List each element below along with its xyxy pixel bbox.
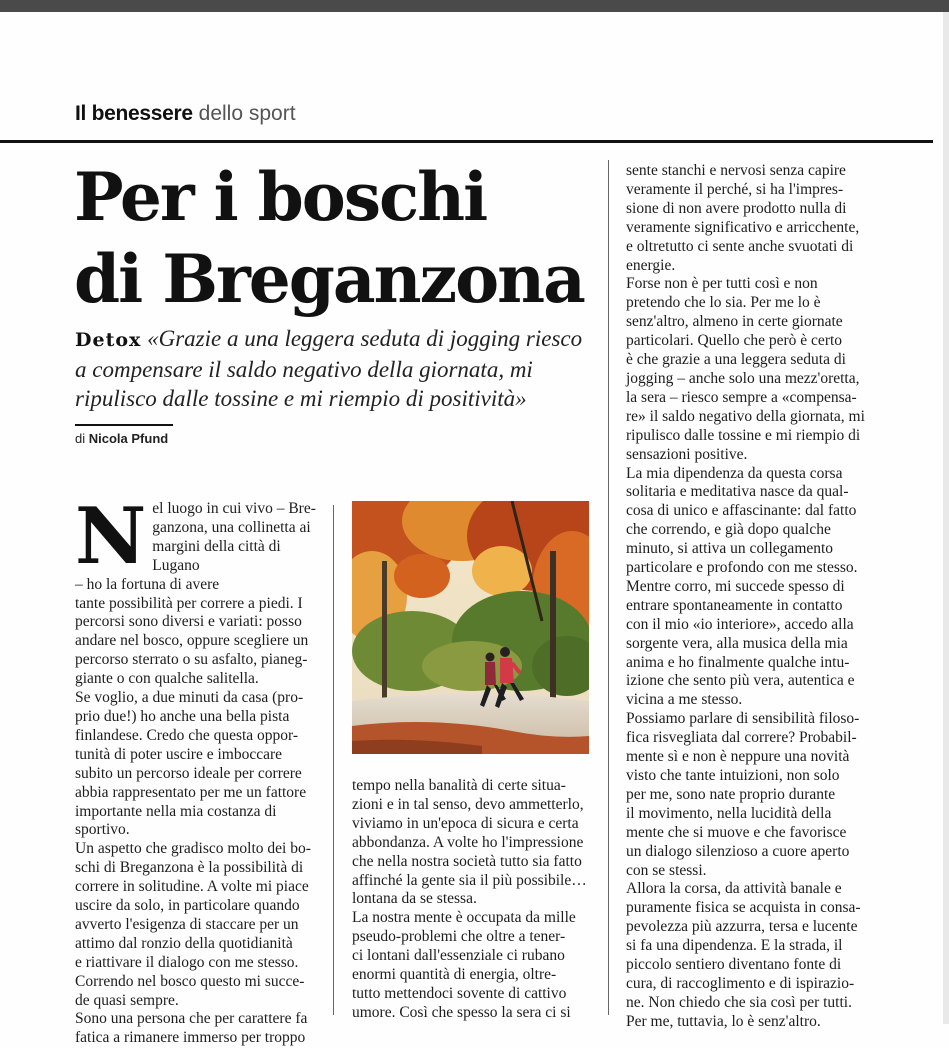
text-line: tutto mettendoci sovente di cattivo [352, 984, 567, 1002]
text-line: affinché la gente sia il più possibile… [352, 871, 587, 889]
text-line: visto che tante intuizioni, non solo [626, 767, 840, 784]
lead-paragraph [75, 324, 585, 413]
article-photo [352, 501, 589, 754]
lead-kicker: Detox [75, 329, 142, 351]
text-line: Per me, tuttavia, lo è senz'altro. [626, 1012, 821, 1030]
text-line: con il mio «io interiore», accedo alla [626, 615, 854, 633]
text-line: mente sì e non è neppure una novità [626, 748, 850, 766]
text-line: pseudo-problemi che oltre a tener- [352, 928, 566, 946]
text-line: jogging – anche solo una mezz'oretta, [626, 369, 860, 387]
text-line: è che grazie a una leggera seduta di [626, 351, 846, 369]
headline-line-2: di Breganzona [74, 240, 584, 318]
section-label [75, 102, 296, 126]
text-line: sione di non avere prodotto nulla di [626, 199, 847, 217]
text-line: attimo dal ronzio della quotidianità [75, 934, 293, 952]
text-line: fatica a rimanere immerso per troppo [75, 1029, 306, 1047]
text-line: La nostra mente è occupata da mille [352, 909, 576, 927]
text-line: de quasi sempre. [75, 991, 179, 1009]
text-line: Se voglio, a due minuti da casa (pro- [75, 689, 304, 707]
text-line: uscire da solo, in particolare quando [75, 897, 300, 915]
text-line: tante possibilità per correre a piedi. I [75, 594, 303, 612]
text-line: veramente significativo e arricchente, [626, 218, 860, 236]
text-line: Correndo nel bosco questo mi succe- [75, 972, 305, 990]
text-line: abbia rappresentato per me un fattore [75, 783, 307, 801]
text-line: sorgente vera, alla musica della mia [626, 634, 848, 652]
headline-line-1: Per i boschi [74, 158, 487, 236]
text-line: tunità di poter uscire e imboccare [75, 745, 283, 763]
section-label-light: dello sport [198, 102, 296, 125]
text-line: sensazioni positive. [626, 445, 748, 463]
text-line: il movimento, nella lucidità della [626, 804, 832, 822]
text-line: tempo nella banalità di certe situa- [352, 777, 566, 794]
column-divider-2 [608, 160, 609, 1015]
text-line: che correndo, e già dopo qualche [626, 521, 831, 539]
text-line: ganzona, una collinetta ai [152, 518, 311, 536]
text-line: La mia dipendenza da questa corsa [626, 464, 843, 482]
text-line: el luogo in cui vivo – Bre- [152, 500, 316, 517]
byline-rule [75, 424, 173, 426]
text-line: un dialogo silenzioso a cuore aperto [626, 842, 850, 860]
drop-cap: N [75, 491, 147, 582]
article-column-1 [75, 491, 325, 1048]
text-line: anima e ho finalmente qualche intu- [626, 653, 850, 671]
text-line: energie. [626, 256, 676, 274]
text-line: andare nel bosco, oppure scegliere un [75, 632, 309, 650]
text-line: piccolo sentiero diventano fonte di [626, 956, 842, 974]
text-line: ripulisco dalle tossine e mi riempio di [626, 426, 861, 444]
byline-author: Nicola Pfund [88, 431, 169, 446]
column-divider-1 [333, 505, 334, 1015]
text-line: fica risvegliata dal correre? Probabil- [626, 729, 857, 747]
joggers-photo-illustration [352, 501, 589, 754]
text-line: schi di Breganzona è la possibilità di [75, 859, 304, 877]
text-line: e riattivare il dialogo con me stesso. [75, 953, 299, 971]
text-line: abbondanza. A volte ho l'impressione [352, 833, 584, 851]
text-line: correre in solitudine. A volte mi piace [75, 878, 309, 896]
text-line: mente che si muove e che favorisce [626, 823, 847, 841]
text-line: viviamo in un'epoca di sicura e certa [352, 814, 579, 832]
lead-quote: «Grazie a una leggera seduta di jogging riesco a compensare il saldo negativo della giornata, mi ripulisco dalle tossine e mi riempio di positività» [75, 326, 583, 411]
text-line: avverto l'esigenza di staccare per un [75, 915, 299, 933]
text-line: finlandese. Credo che questa oppor- [75, 726, 299, 744]
text-line: particolare e profondo con me stesso. [626, 559, 858, 577]
text-line: subito un percorso ideale per correre [75, 764, 302, 782]
text-line: puramente fisica se acquista in consa- [626, 899, 861, 917]
section-label-bold: Il benessere [75, 102, 193, 125]
text-line: Sono una persona che per carattere fa [75, 1010, 308, 1028]
byline [75, 431, 168, 446]
text-line: si fa una dipendenza. E la strada, il [626, 937, 843, 955]
section-rule [0, 140, 933, 143]
text-line: Mentre corro, mi succede spesso di [626, 577, 845, 595]
text-line: vicina a me stesso. [626, 691, 743, 709]
text-line: e oltretutto ci sente anche svuotati di [626, 237, 854, 255]
text-line: ne. Non chiedo che sia così per tutti. [626, 993, 852, 1011]
text-line: percorso sterrato o su asfalto, pianeg- [75, 651, 308, 669]
text-line: che nella nostra società tutto sia fatto [352, 852, 582, 870]
text-line: solitaria e meditativa nasce da qual- [626, 483, 849, 501]
text-line: per me, sono nate proprio durante [626, 785, 836, 803]
text-line: margini della città di Lugano [152, 537, 281, 574]
text-line: izione che sento più vera, autentica e [626, 672, 855, 690]
byline-prefix: di [75, 431, 86, 446]
text-line: con se stessi. [626, 861, 707, 879]
text-line: importante nella mia costanza di [75, 802, 277, 820]
text-line: Forse non è per tutti così e non [626, 275, 818, 293]
text-line: veramente il perché, si ha l'impres- [626, 180, 844, 198]
text-line: umore. Così che spesso la sera ci si [352, 1003, 571, 1021]
text-line: Possiamo parlare di sensibilità filoso- [626, 710, 860, 728]
text-line: pretendo che lo sia. Per me lo è [626, 294, 821, 312]
text-line: particolari. Quello che però è certo [626, 332, 843, 350]
text-line: senz'altro, almeno in certe giornate [626, 313, 843, 331]
text-line: re» il saldo negativo della giornata, mi [626, 407, 865, 425]
text-line: ci lontani dall'essenziale ci rubano [352, 947, 565, 965]
text-line: lontana da se stessa. [352, 890, 477, 908]
text-line: enormi quantità di energia, oltre- [352, 966, 557, 984]
text-line: sente stanchi e nervosi senza capire [626, 162, 846, 179]
article-column-2 [352, 777, 597, 1023]
headline [74, 156, 604, 320]
text-line: cura, di raccoglimento e di ispirazio- [626, 974, 855, 992]
text-line: Allora la corsa, da attività banale e [626, 880, 842, 898]
text-line: minuto, si attiva un collegamento [626, 540, 834, 558]
text-line: entrare spontaneamente in contatto [626, 596, 843, 614]
page-edge [943, 12, 949, 1024]
text-line: giante o con qualche salitella. [75, 670, 259, 688]
text-line: zioni e in tal senso, devo ammetterlo, [352, 795, 584, 813]
article-column-3 [626, 162, 881, 1032]
text-line: sportivo. [75, 821, 130, 839]
text-line: prio due!) ho anche una bella pista [75, 707, 290, 725]
text-line: Un aspetto che gradisco molto dei bo- [75, 840, 311, 858]
text-line: pevolezza più azzurra, tersa e lucente [626, 918, 858, 936]
text-line: percorsi sono diversi e variati: posso [75, 613, 302, 631]
top-bar [0, 0, 949, 12]
text-line: la sera – riesco sempre a «compensa- [626, 388, 857, 406]
text-line: cosa di unico e affascinante: dal fatto [626, 502, 857, 520]
text-line: – ho la fortuna di avere [75, 575, 220, 593]
